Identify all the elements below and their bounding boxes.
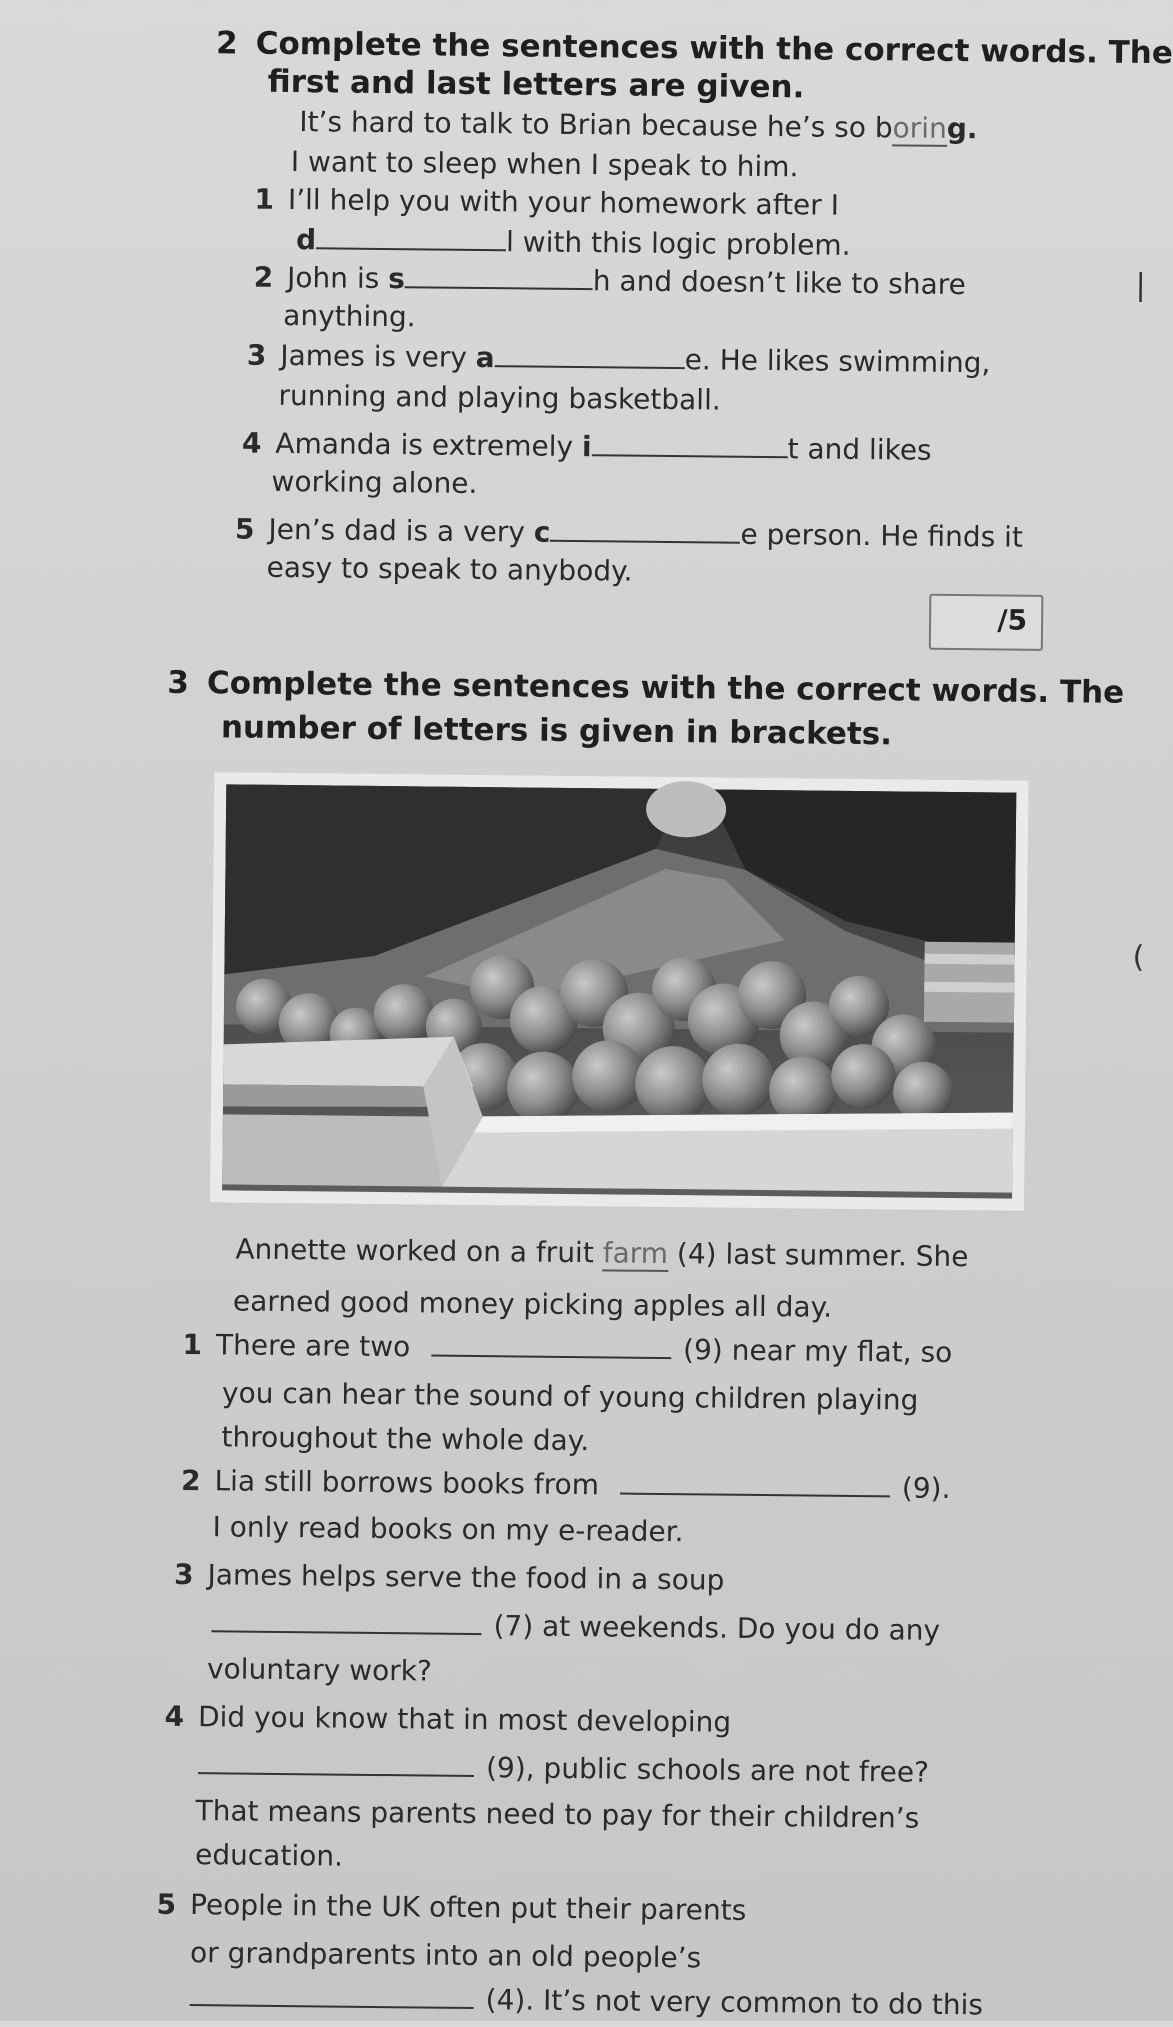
answer-blank[interactable]	[316, 245, 506, 251]
first-letter: s	[388, 262, 406, 296]
item-text: t and likes	[787, 432, 932, 467]
item-text: James is very	[280, 338, 476, 374]
item-text: (7) at weekends. Do you do any	[493, 1609, 941, 1647]
exercise-3-example-line2: earned good money picking apples all day.	[232, 1284, 833, 1324]
exercise-3-item-5-line2: or grandparents into an old people’s	[189, 1936, 702, 1975]
example-text: (4) last summer. She	[667, 1237, 969, 1274]
item-number: 4	[241, 426, 262, 460]
item-number: 4	[164, 1699, 185, 1733]
edge-mark: (	[1132, 939, 1145, 975]
exercise-3-item-4-line3: That means parents need to pay for their children’s	[195, 1794, 920, 1835]
item-text: e person. He finds it	[740, 517, 1024, 554]
item-number: 5	[234, 512, 255, 546]
item-text: John is	[286, 260, 389, 296]
item-number: 2	[180, 1463, 201, 1498]
exercise-3-item-1-line2: you can hear the sound of young children playing	[221, 1376, 919, 1417]
item-number: 2	[253, 260, 274, 294]
answer-blank[interactable]	[550, 538, 740, 544]
example-text: It’s hard to talk to Brian because he’s so b	[299, 105, 893, 145]
item-text: h and doesn’t like to share	[592, 264, 967, 302]
exercise-2-example-line1	[299, 105, 978, 146]
exercise-3-item-4-line4: education.	[194, 1838, 344, 1873]
item-text: (4). It’s not very common to do this	[485, 1983, 984, 2022]
example-answer: orin	[892, 111, 947, 145]
item-text: (9), public schools are not free?	[485, 1751, 930, 1789]
item-text: I’ll help you with your homework after I	[287, 182, 840, 222]
apple-orchard-photo	[210, 772, 1028, 1211]
item-text: (9).	[901, 1471, 951, 1505]
item-number: 3	[246, 338, 267, 372]
exercise-3-item-1-line3: throughout the whole day.	[221, 1420, 590, 1458]
exercise-2-item-2-line1	[253, 261, 966, 302]
exercise-3-item-1-line1	[182, 1328, 952, 1370]
answer-blank[interactable]	[405, 284, 593, 290]
exercise-2-item-2-line2: anything.	[283, 298, 416, 334]
exercise-3-instruction-line1	[167, 664, 1124, 712]
exercise-3-item-3-line2	[211, 1606, 940, 1648]
item-text: (9) near my flat, so	[682, 1333, 953, 1370]
exercise-3-item-4-line2	[198, 1748, 929, 1790]
item-text: Lia still borrows books from	[214, 1464, 609, 1502]
example-last-letter: g.	[946, 111, 978, 146]
item-text: There are two	[215, 1328, 420, 1364]
item-text: Amanda is extremely	[275, 426, 583, 464]
exercise-2-item-4-line1	[242, 427, 932, 468]
first-letter: a	[475, 340, 495, 375]
exercise-2-item-3-line2: running and playing basketball.	[278, 378, 721, 417]
item-text: Jen’s dad is a very	[268, 512, 535, 549]
exercise-2-item-3-line1	[247, 339, 991, 381]
exercise-3-instruction: Complete the sentences with the correct words. The	[206, 665, 1125, 711]
exercise-3-item-5-line1	[156, 1888, 746, 1928]
exercise-3-item-3-line1	[174, 1558, 725, 1598]
answer-blank[interactable]	[591, 452, 787, 458]
example-text: Annette worked on a fruit	[235, 1232, 603, 1270]
exercise-2-item-5-line1	[235, 512, 1023, 554]
exercise-3-item-2-line1	[181, 1464, 951, 1506]
answer-blank[interactable]	[190, 2002, 474, 2009]
exercise-3-instruction-line2: number of letters is given in brackets.	[220, 709, 893, 753]
exercise-2-instruction-line2: first and last letters are given.	[267, 63, 805, 106]
score-label: /5	[997, 603, 1028, 637]
apple-crate-image	[222, 784, 1016, 1198]
first-letter: c	[533, 515, 551, 549]
answer-blank[interactable]	[620, 1491, 890, 1498]
exercise-3-item-2-line2: I only read books on my e-reader.	[212, 1510, 684, 1549]
score-box	[929, 594, 1044, 651]
item-number: 1	[182, 1327, 203, 1362]
item-text: e. He likes swimming,	[684, 343, 991, 380]
first-letter: i	[581, 430, 592, 464]
exercise-2-item-1-line1	[254, 183, 839, 223]
exercise-2-example-line2: I want to sleep when I speak to him.	[290, 145, 799, 184]
exercise-2-number: 2	[215, 25, 238, 62]
exercise-3-item-3-line3: voluntary work?	[206, 1652, 432, 1688]
item-text: l with this logic problem.	[505, 225, 851, 262]
exercise-2-instruction: Complete the sentences with the correct words. The	[255, 25, 1173, 72]
item-number: 5	[156, 1887, 177, 1921]
exercise-2-item-4-line2: working alone.	[271, 464, 478, 500]
first-letter: d	[295, 223, 317, 257]
answer-blank[interactable]	[211, 1628, 481, 1635]
item-text: James helps serve the food in a soup	[207, 1558, 725, 1597]
example-answer: farm	[602, 1236, 669, 1271]
answer-blank[interactable]	[495, 363, 685, 369]
exercise-3-item-5-line3	[189, 1980, 983, 2022]
exercise-3-example-line1	[235, 1233, 968, 1275]
exercise-3-item-4-line1	[164, 1700, 731, 1740]
answer-blank[interactable]	[431, 1353, 671, 1360]
item-text: Did you know that in most developing	[197, 1700, 732, 1739]
answer-blank[interactable]	[198, 1770, 474, 1777]
exercise-3-number: 3	[167, 664, 190, 701]
item-number: 1	[254, 182, 275, 216]
item-text: People in the UK often put their parents	[189, 1888, 747, 1927]
edge-mark: |	[1135, 267, 1146, 303]
exercise-2-item-1-line2	[296, 223, 851, 263]
exercise-2-item-5-line2: easy to speak to anybody.	[266, 550, 633, 588]
item-number: 3	[173, 1557, 194, 1592]
